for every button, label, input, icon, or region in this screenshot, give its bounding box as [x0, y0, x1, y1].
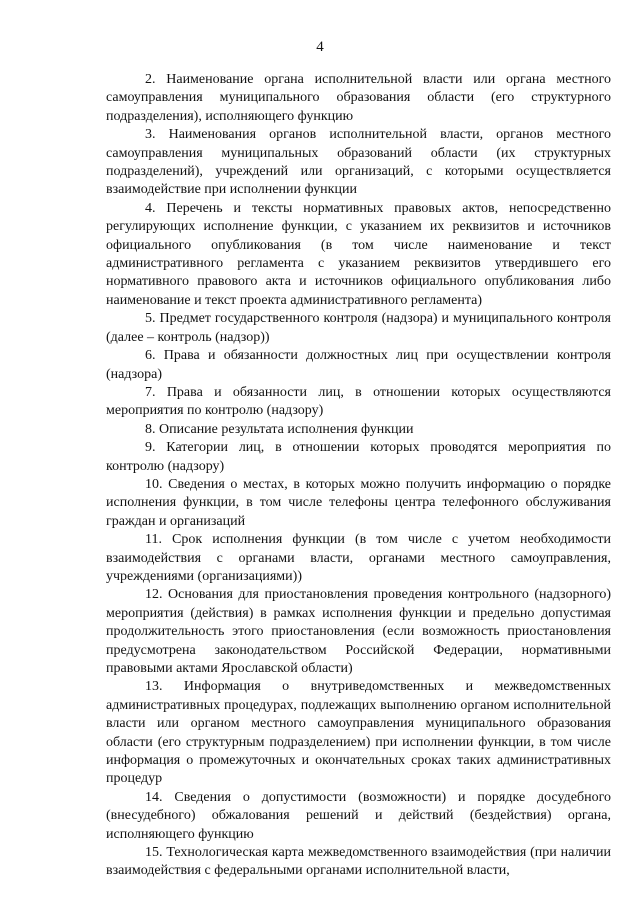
paragraph-14: 14. Сведения о допустимости (возможности) и порядке досудебного (внесудебного) обжалования решений и действий (бездействия) органа, исполняющего функцию: [106, 789, 611, 842]
paragraph-6: 6. Права и обязанности должностных лиц при осуществлении контроля (надзора): [106, 348, 611, 382]
document-body: [106, 71, 611, 881]
paragraph-7: 7. Права и обязанности лиц, в отношении которых осуществляются мероприятия по контролю (надзору): [106, 384, 611, 419]
page-number: 4: [316, 39, 324, 55]
paragraph-15: 15. Технологическая карта межведомственного взаимодействия (при наличии взаимодействия с федеральными органами исполнительной власти,: [106, 845, 611, 879]
paragraph-2: 2. Наименование органа исполнительной власти или органа местного самоуправления муниципального образования области (его структурного подразделения), исполняющего функцию: [106, 72, 611, 124]
paragraph-10: 10. Сведения о местах, в которых можно получить информацию о порядке исполнения функции, в том числе телефоны центра телефонного обслуживания граждан и организаций: [106, 476, 611, 529]
paragraph-9: 9. Категории лиц, в отношении которых проводятся мероприятия по контролю (надзору): [106, 440, 611, 474]
paragraph-11: 11. Срок исполнения функции (в том числе с учетом необходимости взаимодействия с органами власти, органами местного самоуправления, учреждениями (организациями)): [106, 532, 611, 584]
paragraph-5: 5. Предмет государственного контроля (надзора) и муниципального контроля (далее – контроль (надзор)): [106, 311, 611, 345]
paragraph-8: 8. Описание результата исполнения функции: [145, 421, 414, 437]
paragraph-3: 3. Наименования органов исполнительной власти, органов местного самоуправления муниципальных образований области (их структурных подразделений), учреждений или организаций, с которыми осуществляется взаимодействие при исполнении функции: [106, 127, 611, 198]
paragraph-4: 4. Перечень и тексты нормативных правовых актов, непосредственно регулирующих исполнение функции, с указанием их реквизитов и источников официального опубликования (в том числе наименование и текст административного регламента с указанием реквизитов утвердившего его нормативного правового акта и источников официального опубликования либо наименование и текст проекта административного регламента): [106, 200, 611, 308]
paragraph-12: 12. Основания для приостановления проведения контрольного (надзорного) мероприятия (действия) в рамках исполнения функции и предельно допустимая продолжительность этого приостановления (если возможность приостановления предусмотрена законодательством Российской Федерации, нормативными правовыми актами Ярославской области): [106, 587, 611, 676]
paragraph-13: 13. Информация о внутриведомственных и межведомственных административных процедурах, подлежащих выполнению органом исполнительной власти или органом местного самоуправления муниципального образования области (его структурным подразделением) при исполнении функции, в том числе информация о промежуточных и окончательных сроках таких административных процедур: [106, 679, 611, 787]
